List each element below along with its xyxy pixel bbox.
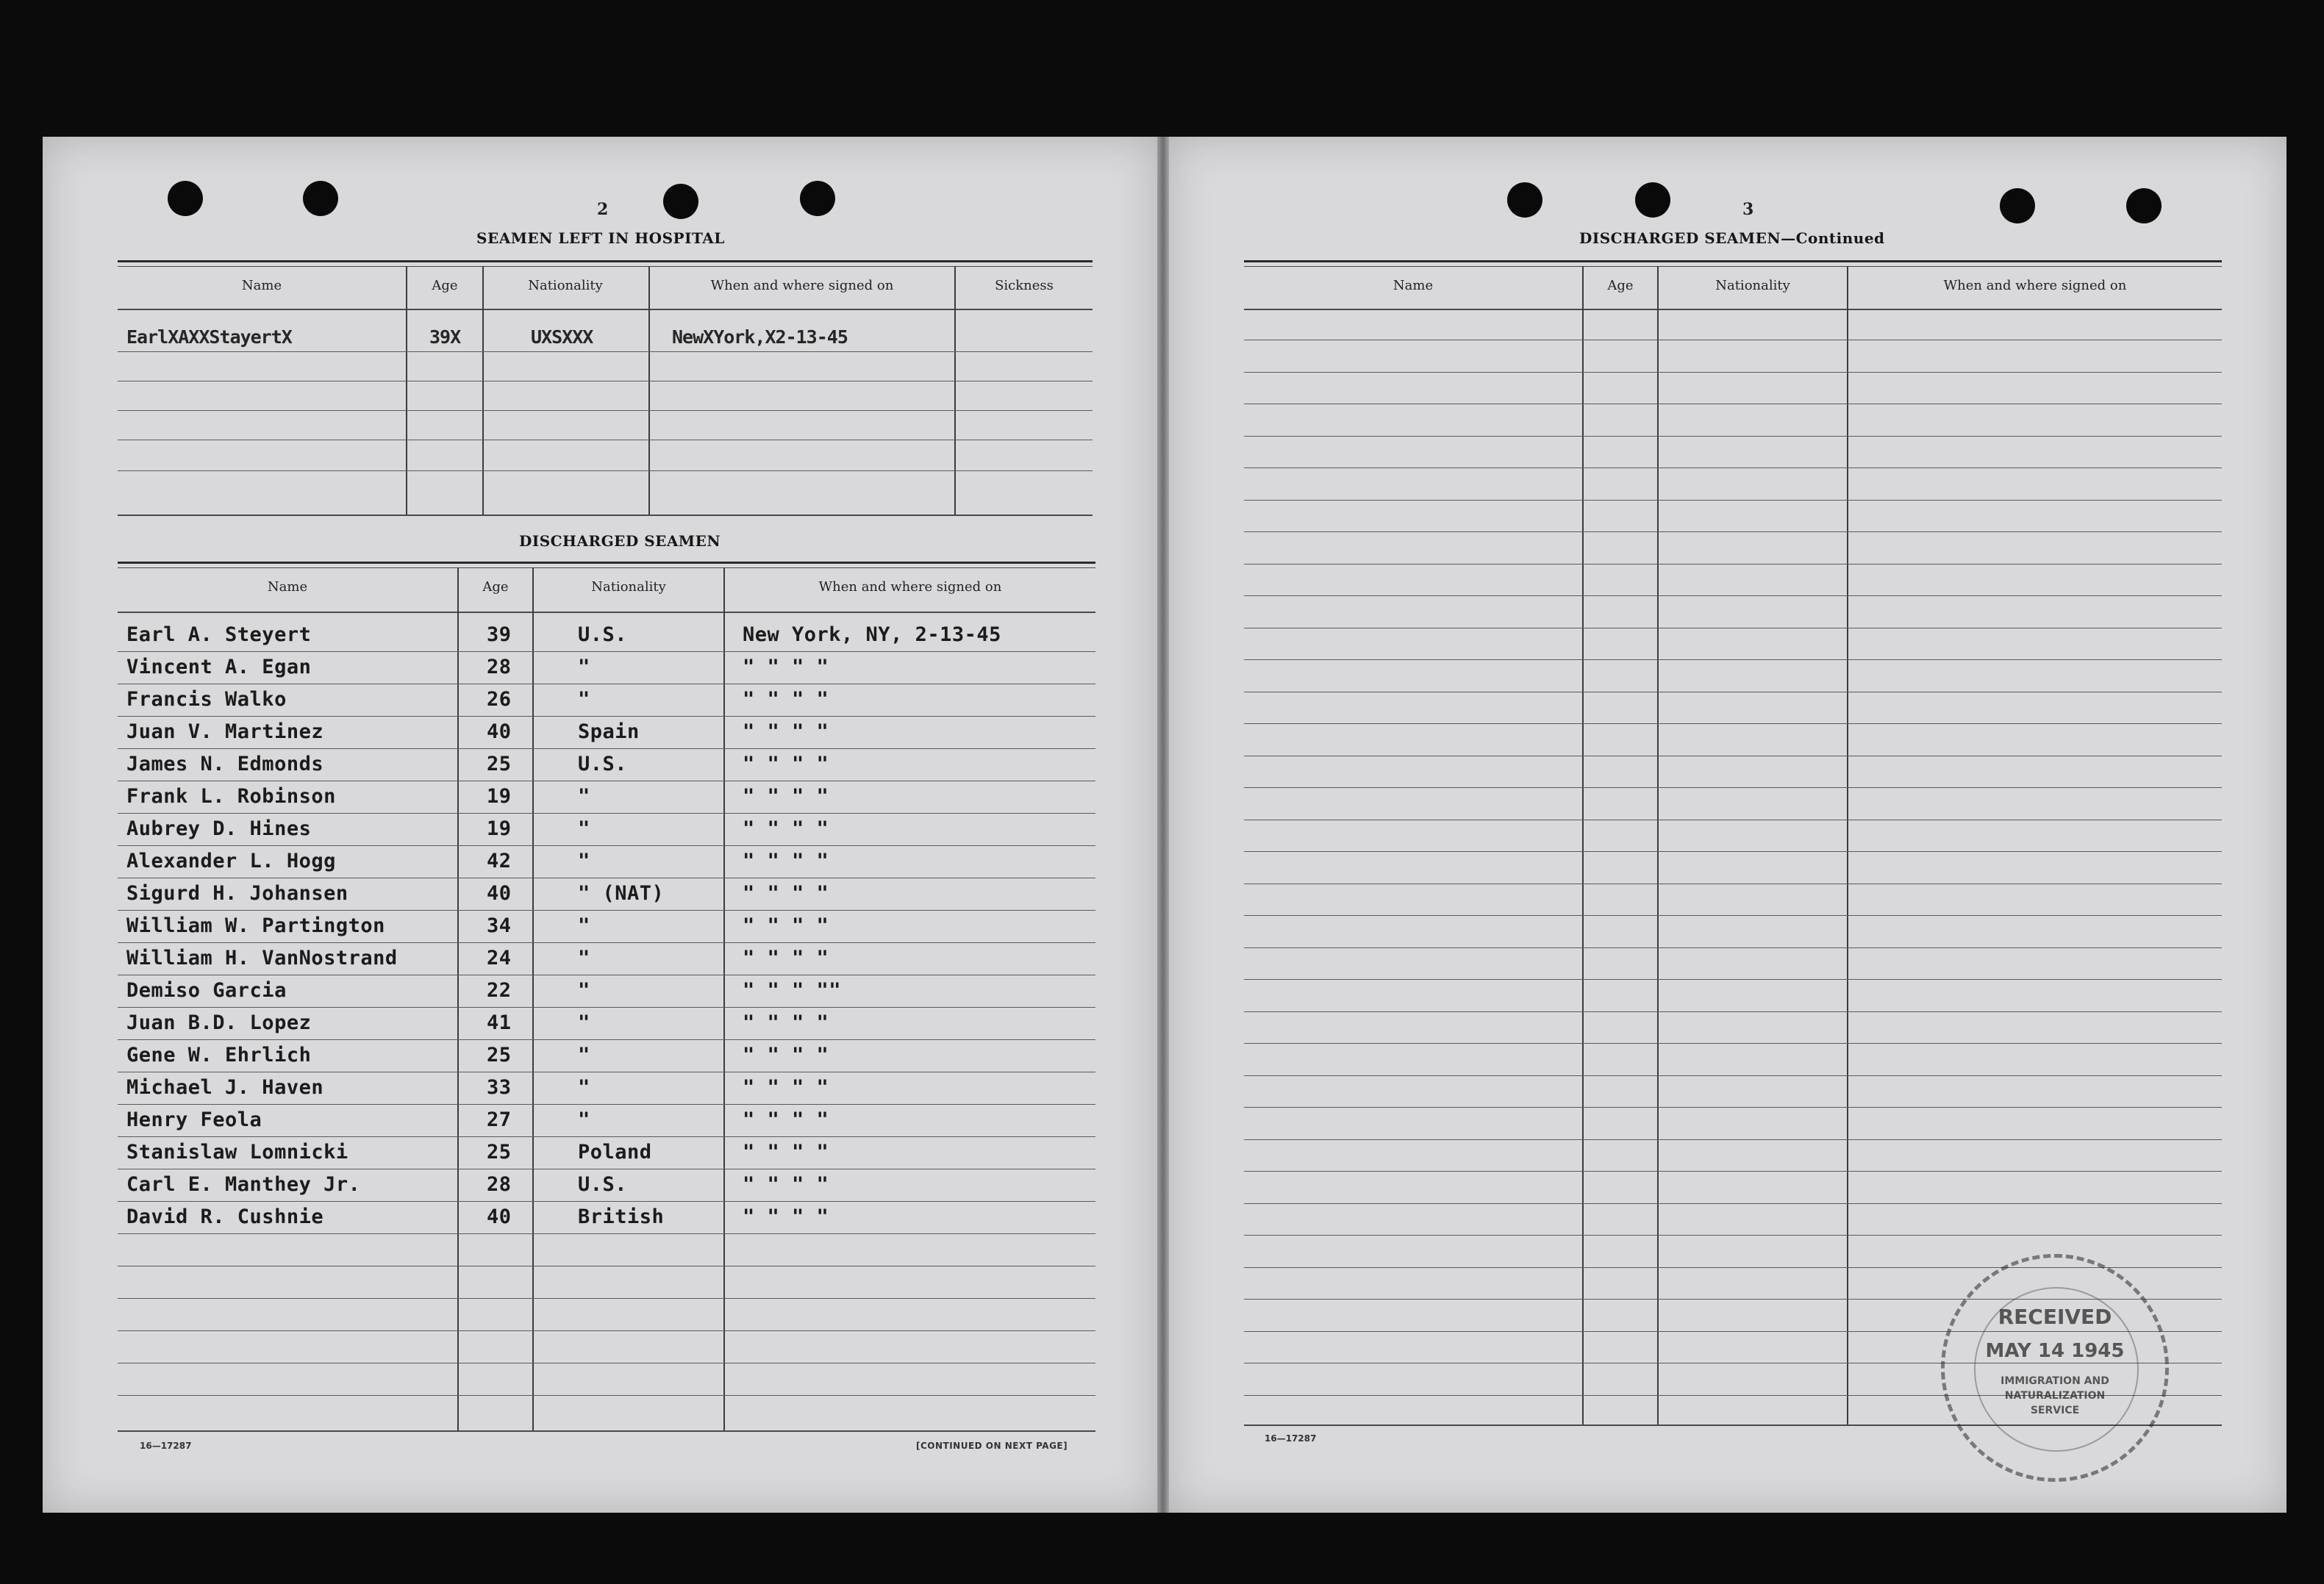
seaman-nationality: " <box>578 914 590 937</box>
table-row-line <box>1244 1011 2222 1012</box>
seaman-name: Vincent A. Egan <box>126 656 312 678</box>
stamp-line-1: IMMIGRATION AND <box>2001 1375 2109 1387</box>
table-row-line <box>1244 436 2222 437</box>
punch-hole <box>663 184 698 219</box>
seaman-signed-on: " " " " <box>743 850 829 872</box>
seaman-name: Aubrey D. Hines <box>126 817 312 840</box>
table-row-line <box>1244 372 2222 373</box>
seaman-nationality: " <box>578 817 590 840</box>
seaman-nationality: Spain <box>578 720 640 743</box>
seaman-signed-on: New York, NY, 2-13-45 <box>743 623 1001 646</box>
hospital-row-nationality: UXSXXX <box>531 326 593 348</box>
discharged-header-name: Name <box>267 579 308 595</box>
right-header-signed-on: When and where signed on <box>1943 278 2127 293</box>
seaman-nationality: U.S. <box>578 623 628 646</box>
page-number: 3 <box>1742 200 1754 219</box>
seaman-nationality: " <box>578 979 590 1002</box>
seaman-age: 27 <box>487 1108 512 1131</box>
table-row-line <box>1244 564 2222 565</box>
table-row-line <box>1244 1139 2222 1140</box>
seaman-name: Michael J. Haven <box>126 1076 324 1099</box>
page-gutter <box>1157 137 1169 1513</box>
seaman-nationality: " <box>578 1044 590 1067</box>
table-row-line <box>1244 1235 2222 1236</box>
punch-hole <box>800 181 835 216</box>
seaman-signed-on: " " " " <box>743 720 829 743</box>
seaman-nationality: British <box>578 1205 665 1228</box>
seaman-nationality: U.S. <box>578 753 628 775</box>
hospital-header-name: Name <box>241 278 282 293</box>
table-row-line <box>118 1298 1095 1299</box>
continued-title-main: DISCHARGED SEAMEN <box>1579 229 1781 247</box>
table-row-line <box>118 1104 1095 1105</box>
table-row-line <box>1244 915 2222 916</box>
table-row-line <box>1244 1171 2222 1172</box>
punch-hole <box>1507 182 1542 218</box>
seaman-signed-on: " " " " <box>743 785 829 808</box>
hospital-top-rule <box>118 260 1093 262</box>
seaman-nationality: " <box>578 785 590 808</box>
seaman-signed-on: " " " " <box>743 914 829 937</box>
seaman-nationality: " <box>578 688 590 711</box>
seaman-nationality: " <box>578 850 590 872</box>
seaman-nationality: U.S. <box>578 1173 628 1196</box>
table-row-line <box>118 845 1095 846</box>
seaman-signed-on: " " " " <box>743 753 829 775</box>
seaman-name: Juan V. Martinez <box>126 720 324 743</box>
seaman-age: 33 <box>487 1076 512 1099</box>
table-row-line <box>118 1233 1095 1234</box>
table-row-line <box>118 716 1095 717</box>
discharged-header-signed-on: When and where signed on <box>818 579 1002 595</box>
table-row-line <box>1244 531 2222 532</box>
seaman-signed-on: " " " " <box>743 1044 829 1067</box>
seaman-name: Sigurd H. Johansen <box>126 882 348 905</box>
table-row-line <box>118 1201 1095 1202</box>
seaman-age: 42 <box>487 850 512 872</box>
seaman-name: Alexander L. Hogg <box>126 850 336 872</box>
seaman-nationality: " <box>578 1011 590 1034</box>
table-row-line <box>1244 1203 2222 1204</box>
seaman-age: 22 <box>487 979 512 1002</box>
table-row-line <box>118 910 1095 911</box>
seaman-age: 41 <box>487 1011 512 1034</box>
form-code: 16—17287 <box>1265 1433 1317 1444</box>
table-row-line <box>1244 500 2222 501</box>
seaman-age: 40 <box>487 720 512 743</box>
stamp-received: RECEIVED <box>1998 1305 2112 1329</box>
punch-hole <box>2126 188 2162 223</box>
seaman-age: 40 <box>487 882 512 905</box>
form-code: 16—17287 <box>140 1441 192 1451</box>
hospital-header-nationality: Nationality <box>528 278 603 293</box>
table-row-line <box>118 1136 1095 1137</box>
seaman-age: 40 <box>487 1205 512 1228</box>
table-row-line <box>1244 1043 2222 1044</box>
seaman-age: 25 <box>487 1044 512 1067</box>
seaman-name: Gene W. Ehrlich <box>126 1044 312 1067</box>
hospital-header-sickness: Sickness <box>995 278 1054 293</box>
table-row-line <box>1244 467 2222 468</box>
stamp-line-3: SERVICE <box>2030 1405 2080 1416</box>
seaman-signed-on: " " " "" <box>743 979 842 1002</box>
table-row-line <box>1244 947 2222 948</box>
hospital-section-title: SEAMEN LEFT IN HOSPITAL <box>476 229 725 247</box>
punch-hole <box>1635 182 1670 218</box>
seaman-nationality: Poland <box>578 1141 652 1164</box>
table-row-line <box>118 1007 1095 1008</box>
hospital-row-age: 39X <box>429 326 461 348</box>
seaman-nationality: " <box>578 947 590 970</box>
seaman-nationality: " <box>578 656 590 678</box>
discharged-section-title: DISCHARGED SEAMEN <box>519 532 721 550</box>
continued-note: [CONTINUED ON NEXT PAGE] <box>916 1441 1068 1451</box>
seaman-name: Frank L. Robinson <box>126 785 336 808</box>
right-header-nationality: Nationality <box>1715 278 1790 293</box>
seaman-age: 24 <box>487 947 512 970</box>
seaman-name: Earl A. Steyert <box>126 623 312 646</box>
table-row-line <box>118 651 1095 652</box>
hospital-row-name: EarlXAXXStayertX <box>126 326 292 348</box>
discharged-header-nationality: Nationality <box>591 579 666 595</box>
table-row-line <box>118 942 1095 943</box>
seaman-signed-on: " " " " <box>743 947 829 970</box>
table-row-line <box>118 748 1095 749</box>
table-row-line <box>1244 723 2222 724</box>
seaman-signed-on: " " " " <box>743 656 829 678</box>
seaman-nationality: " (NAT) <box>578 882 665 905</box>
page-number: 2 <box>597 200 609 219</box>
seaman-signed-on: " " " " <box>743 1076 829 1099</box>
hospital-header-age: Age <box>432 278 458 293</box>
seaman-name: Demiso Garcia <box>126 979 287 1002</box>
table-row-line <box>1244 595 2222 596</box>
received-stamp <box>1941 1254 2169 1482</box>
hospital-row-signed-on: NewXYork,X2-13-45 <box>672 326 848 348</box>
seaman-age: 19 <box>487 785 512 808</box>
table-row-line <box>1244 787 2222 788</box>
table-row-line <box>118 1395 1095 1396</box>
seaman-age: 25 <box>487 1141 512 1164</box>
stamp-line-2: NATURALIZATION <box>2004 1390 2106 1402</box>
seaman-name: William W. Partington <box>126 914 385 937</box>
punch-hole <box>168 181 203 216</box>
punch-hole <box>303 181 338 216</box>
seaman-age: 28 <box>487 656 512 678</box>
punch-hole <box>2000 188 2035 223</box>
table-row-line <box>1244 659 2222 660</box>
seaman-signed-on: " " " " <box>743 688 829 711</box>
table-row-line <box>1244 1107 2222 1108</box>
seaman-name: William H. VanNostrand <box>126 947 398 970</box>
seaman-nationality: " <box>578 1076 590 1099</box>
seaman-age: 19 <box>487 817 512 840</box>
hospital-header-signed-on: When and where signed on <box>710 278 894 293</box>
seaman-name: James N. Edmonds <box>126 753 324 775</box>
seaman-signed-on: " " " " <box>743 1173 829 1196</box>
seaman-age: 28 <box>487 1173 512 1196</box>
discharged-header-age: Age <box>482 579 509 595</box>
seaman-signed-on: " " " " <box>743 817 829 840</box>
seaman-nationality: " <box>578 1108 590 1131</box>
seaman-name: Francis Walko <box>126 688 287 711</box>
continued-section-title <box>1579 229 1885 247</box>
table-row-line <box>118 1039 1095 1040</box>
seaman-name: Juan B.D. Lopez <box>126 1011 312 1034</box>
table-row-line <box>118 813 1095 814</box>
seaman-name: David R. Cushnie <box>126 1205 324 1228</box>
seaman-signed-on: " " " " <box>743 1108 829 1131</box>
table-row-line <box>1244 851 2222 852</box>
right-header-name: Name <box>1392 278 1434 293</box>
seaman-name: Stanislaw Lomnicki <box>126 1141 348 1164</box>
seaman-signed-on: " " " " <box>743 1141 829 1164</box>
seaman-signed-on: " " " " <box>743 1011 829 1034</box>
seaman-signed-on: " " " " <box>743 1205 829 1228</box>
right-header-age: Age <box>1607 278 1634 293</box>
seaman-age: 25 <box>487 753 512 775</box>
stamp-date: MAY 14 1945 <box>1985 1340 2125 1362</box>
table-row-line <box>118 1330 1095 1331</box>
seaman-age: 26 <box>487 688 512 711</box>
table-row-line <box>1244 979 2222 980</box>
seaman-name: Carl E. Manthey Jr. <box>126 1173 361 1196</box>
seaman-signed-on: " " " " <box>743 882 829 905</box>
continued-title-suffix: —Continued <box>1781 229 1885 247</box>
seaman-name: Henry Feola <box>126 1108 262 1131</box>
seaman-age: 39 <box>487 623 512 646</box>
seaman-age: 34 <box>487 914 512 937</box>
table-row-line <box>1244 1075 2222 1076</box>
